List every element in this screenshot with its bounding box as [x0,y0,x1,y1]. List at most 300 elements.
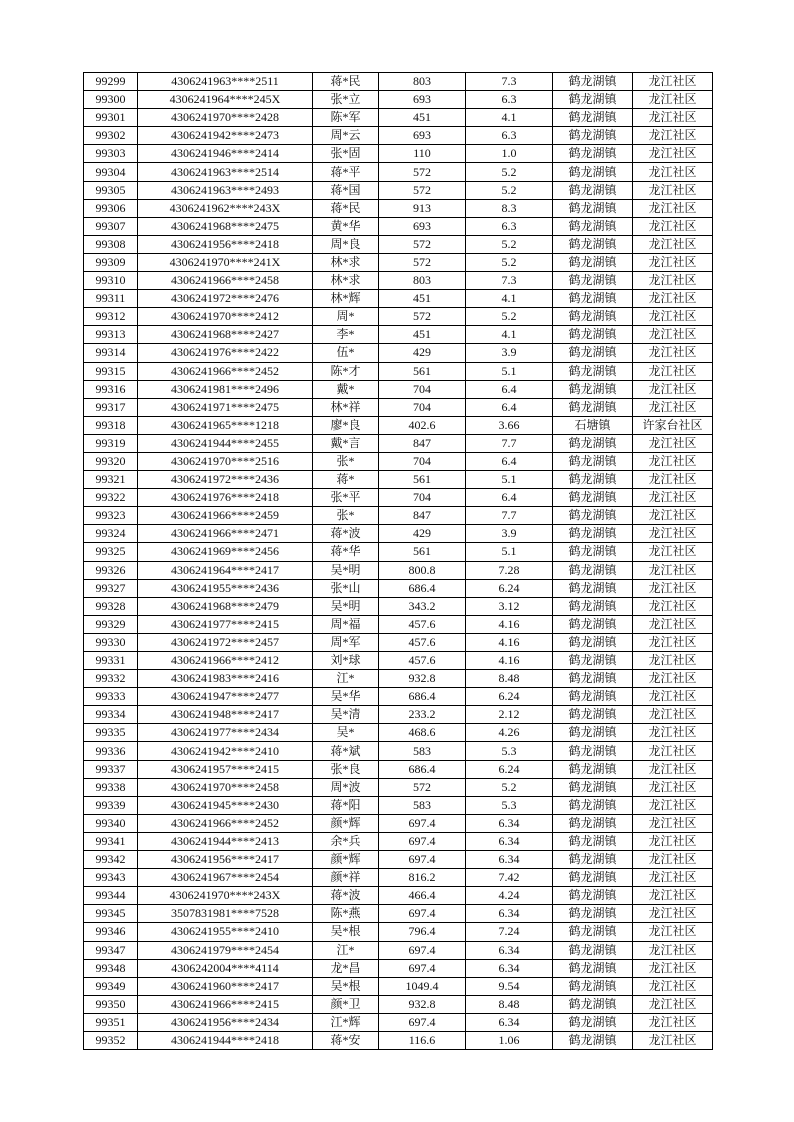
community-cell: 龙江社区 [633,344,713,362]
community-cell: 龙江社区 [633,290,713,308]
amount-cell: 572 [379,163,466,181]
id-number-cell: 4306241966****2452 [138,814,313,832]
serial-number-cell: 99307 [84,217,138,235]
serial-number-cell: 99335 [84,724,138,742]
data-table [83,72,713,1050]
community-cell: 龙江社区 [633,633,713,651]
amount-cell: 697.4 [379,832,466,850]
amount-cell: 697.4 [379,959,466,977]
town-cell: 鹤龙湖镇 [553,1031,633,1049]
table-row [84,73,713,91]
id-number-cell: 4306241967****2454 [138,869,313,887]
serial-number-cell: 99332 [84,670,138,688]
id-number-cell: 4306241942****2473 [138,127,313,145]
area-cell: 6.24 [466,760,553,778]
town-cell: 鹤龙湖镇 [553,434,633,452]
table-row [84,724,713,742]
table-row [84,452,713,470]
town-cell: 鹤龙湖镇 [553,326,633,344]
area-cell: 5.2 [466,308,553,326]
town-cell: 鹤龙湖镇 [553,272,633,290]
amount-cell: 572 [379,235,466,253]
serial-number-cell: 99349 [84,977,138,995]
table-row [84,615,713,633]
town-cell: 鹤龙湖镇 [553,1013,633,1031]
town-cell: 鹤龙湖镇 [553,796,633,814]
town-cell: 鹤龙湖镇 [553,145,633,163]
community-cell: 龙江社区 [633,326,713,344]
id-number-cell: 4306241955****2410 [138,923,313,941]
serial-number-cell: 99320 [84,452,138,470]
name-cell: 林*辉 [313,290,379,308]
id-number-cell: 4306241977****2415 [138,615,313,633]
name-cell: 周*福 [313,615,379,633]
community-cell: 龙江社区 [633,561,713,579]
table-row [84,398,713,416]
area-cell: 7.3 [466,272,553,290]
id-number-cell: 4306241966****2459 [138,507,313,525]
area-cell: 7.28 [466,561,553,579]
name-cell: 张* [313,452,379,470]
community-cell: 龙江社区 [633,579,713,597]
table-row [84,923,713,941]
area-cell: 5.2 [466,253,553,271]
serial-number-cell: 99301 [84,109,138,127]
amount-cell: 466.4 [379,887,466,905]
id-number-cell: 4306241970****243X [138,887,313,905]
community-cell: 龙江社区 [633,778,713,796]
serial-number-cell: 99316 [84,380,138,398]
table-row [84,887,713,905]
amount-cell: 110 [379,145,466,163]
community-cell: 龙江社区 [633,127,713,145]
table-row [84,688,713,706]
amount-cell: 816.2 [379,869,466,887]
amount-cell: 457.6 [379,633,466,651]
table-row [84,253,713,271]
id-number-cell: 4306241947****2477 [138,688,313,706]
id-number-cell: 4306241970****2516 [138,452,313,470]
amount-cell: 697.4 [379,941,466,959]
table-row [84,579,713,597]
serial-number-cell: 99346 [84,923,138,941]
area-cell: 3.12 [466,597,553,615]
area-cell: 8.3 [466,199,553,217]
area-cell: 6.24 [466,579,553,597]
id-number-cell: 4306241963****2493 [138,181,313,199]
name-cell: 周*良 [313,235,379,253]
area-cell: 7.42 [466,869,553,887]
table-row [84,326,713,344]
name-cell: 蒋*阳 [313,796,379,814]
amount-cell: 800.8 [379,561,466,579]
serial-number-cell: 99337 [84,760,138,778]
town-cell: 鹤龙湖镇 [553,543,633,561]
community-cell: 龙江社区 [633,941,713,959]
town-cell: 石塘镇 [553,416,633,434]
area-cell: 8.48 [466,995,553,1013]
community-cell: 龙江社区 [633,109,713,127]
table-row [84,235,713,253]
town-cell: 鹤龙湖镇 [553,887,633,905]
name-cell: 蒋*斌 [313,742,379,760]
table-row [84,181,713,199]
area-cell: 5.2 [466,163,553,181]
id-number-cell: 4306241976****2418 [138,489,313,507]
name-cell: 戴*言 [313,434,379,452]
name-cell: 黄*华 [313,217,379,235]
amount-cell: 847 [379,434,466,452]
table-row [84,959,713,977]
name-cell: 颜*辉 [313,851,379,869]
town-cell: 鹤龙湖镇 [553,724,633,742]
serial-number-cell: 99333 [84,688,138,706]
name-cell: 陈*才 [313,362,379,380]
community-cell: 龙江社区 [633,652,713,670]
area-cell: 7.3 [466,73,553,91]
id-number-cell: 4306241972****2457 [138,633,313,651]
amount-cell: 572 [379,308,466,326]
community-cell: 龙江社区 [633,163,713,181]
id-number-cell: 4306241969****2456 [138,543,313,561]
table-row [84,633,713,651]
town-cell: 鹤龙湖镇 [553,851,633,869]
community-cell: 龙江社区 [633,1013,713,1031]
area-cell: 7.7 [466,434,553,452]
town-cell: 鹤龙湖镇 [553,923,633,941]
name-cell: 吴*清 [313,706,379,724]
area-cell: 4.1 [466,109,553,127]
table-row [84,344,713,362]
table-row [84,489,713,507]
area-cell: 5.1 [466,543,553,561]
area-cell: 5.3 [466,796,553,814]
area-cell: 6.34 [466,941,553,959]
town-cell: 鹤龙湖镇 [553,308,633,326]
id-number-cell: 4306241944****2413 [138,832,313,850]
name-cell: 龙*昌 [313,959,379,977]
community-cell: 龙江社区 [633,688,713,706]
serial-number-cell: 99315 [84,362,138,380]
town-cell: 鹤龙湖镇 [553,905,633,923]
name-cell: 江*辉 [313,1013,379,1031]
name-cell: 江* [313,670,379,688]
id-number-cell: 4306241970****2458 [138,778,313,796]
table-row [84,796,713,814]
amount-cell: 451 [379,290,466,308]
serial-number-cell: 99302 [84,127,138,145]
serial-number-cell: 99351 [84,1013,138,1031]
town-cell: 鹤龙湖镇 [553,742,633,760]
table-row [84,362,713,380]
serial-number-cell: 99308 [84,235,138,253]
serial-number-cell: 99305 [84,181,138,199]
community-cell: 龙江社区 [633,832,713,850]
table-row [84,1031,713,1049]
id-number-cell: 4306241968****2427 [138,326,313,344]
town-cell: 鹤龙湖镇 [553,489,633,507]
amount-cell: 561 [379,362,466,380]
name-cell: 蒋*民 [313,199,379,217]
serial-number-cell: 99331 [84,652,138,670]
area-cell: 6.4 [466,489,553,507]
table-row [84,109,713,127]
table-row [84,869,713,887]
area-cell: 9.54 [466,977,553,995]
table-row [84,905,713,923]
area-cell: 5.2 [466,235,553,253]
community-cell: 龙江社区 [633,959,713,977]
name-cell: 蒋*华 [313,543,379,561]
id-number-cell: 4306241970****241X [138,253,313,271]
id-number-cell: 3507831981****7528 [138,905,313,923]
id-number-cell: 4306241956****2434 [138,1013,313,1031]
id-number-cell: 4306241963****2511 [138,73,313,91]
community-cell: 龙江社区 [633,181,713,199]
serial-number-cell: 99321 [84,471,138,489]
table-row [84,525,713,543]
area-cell: 6.3 [466,127,553,145]
name-cell: 刘*球 [313,652,379,670]
amount-cell: 693 [379,127,466,145]
community-cell: 龙江社区 [633,760,713,778]
area-cell: 6.4 [466,452,553,470]
community-cell: 龙江社区 [633,145,713,163]
amount-cell: 686.4 [379,760,466,778]
serial-number-cell: 99330 [84,633,138,651]
town-cell: 鹤龙湖镇 [553,814,633,832]
name-cell: 张*立 [313,91,379,109]
name-cell: 张*良 [313,760,379,778]
id-number-cell: 4306241956****2417 [138,851,313,869]
town-cell: 鹤龙湖镇 [553,869,633,887]
area-cell: 4.24 [466,887,553,905]
table-row [84,507,713,525]
town-cell: 鹤龙湖镇 [553,941,633,959]
community-cell: 龙江社区 [633,851,713,869]
serial-number-cell: 99300 [84,91,138,109]
area-cell: 1.06 [466,1031,553,1049]
community-cell: 龙江社区 [633,217,713,235]
community-cell: 龙江社区 [633,452,713,470]
name-cell: 廖*良 [313,416,379,434]
serial-number-cell: 99328 [84,597,138,615]
id-number-cell: 4306241971****2475 [138,398,313,416]
area-cell: 6.34 [466,959,553,977]
town-cell: 鹤龙湖镇 [553,977,633,995]
name-cell: 蒋* [313,471,379,489]
community-cell: 龙江社区 [633,253,713,271]
area-cell: 3.66 [466,416,553,434]
amount-cell: 704 [379,380,466,398]
amount-cell: 451 [379,109,466,127]
id-number-cell: 4306241968****2479 [138,597,313,615]
amount-cell: 697.4 [379,1013,466,1031]
serial-number-cell: 99322 [84,489,138,507]
town-cell: 鹤龙湖镇 [553,778,633,796]
name-cell: 李* [313,326,379,344]
name-cell: 周*云 [313,127,379,145]
serial-number-cell: 99339 [84,796,138,814]
id-number-cell: 4306241962****243X [138,199,313,217]
table-row [84,778,713,796]
serial-number-cell: 99311 [84,290,138,308]
amount-cell: 572 [379,253,466,271]
community-cell: 龙江社区 [633,995,713,1013]
name-cell: 蒋*平 [313,163,379,181]
id-number-cell: 4306241963****2514 [138,163,313,181]
amount-cell: 457.6 [379,652,466,670]
name-cell: 张*平 [313,489,379,507]
serial-number-cell: 99342 [84,851,138,869]
area-cell: 5.1 [466,362,553,380]
name-cell: 吴*根 [313,977,379,995]
town-cell: 鹤龙湖镇 [553,652,633,670]
amount-cell: 402.6 [379,416,466,434]
town-cell: 鹤龙湖镇 [553,91,633,109]
table-row [84,977,713,995]
town-cell: 鹤龙湖镇 [553,706,633,724]
amount-cell: 116.6 [379,1031,466,1049]
community-cell: 龙江社区 [633,923,713,941]
community-cell: 龙江社区 [633,380,713,398]
name-cell: 周*波 [313,778,379,796]
table-row [84,145,713,163]
serial-number-cell: 99340 [84,814,138,832]
name-cell: 张*固 [313,145,379,163]
town-cell: 鹤龙湖镇 [553,760,633,778]
name-cell: 颜*卫 [313,995,379,1013]
id-number-cell: 4306241983****2416 [138,670,313,688]
amount-cell: 932.8 [379,995,466,1013]
serial-number-cell: 99303 [84,145,138,163]
name-cell: 江* [313,941,379,959]
area-cell: 4.1 [466,326,553,344]
table-row [84,543,713,561]
table-row [84,670,713,688]
name-cell: 林*祥 [313,398,379,416]
town-cell: 鹤龙湖镇 [553,398,633,416]
table-row [84,1013,713,1031]
id-number-cell: 4306241970****2412 [138,308,313,326]
community-cell: 龙江社区 [633,362,713,380]
area-cell: 1.0 [466,145,553,163]
town-cell: 鹤龙湖镇 [553,344,633,362]
table-row [84,471,713,489]
community-cell: 龙江社区 [633,742,713,760]
amount-cell: 233.2 [379,706,466,724]
name-cell: 蒋*民 [313,73,379,91]
id-number-cell: 4306241955****2436 [138,579,313,597]
area-cell: 3.9 [466,525,553,543]
serial-number-cell: 99304 [84,163,138,181]
table-row [84,760,713,778]
name-cell: 吴*明 [313,597,379,615]
area-cell: 6.3 [466,217,553,235]
town-cell: 鹤龙湖镇 [553,507,633,525]
name-cell: 吴* [313,724,379,742]
serial-number-cell: 99312 [84,308,138,326]
amount-cell: 561 [379,543,466,561]
name-cell: 蒋*波 [313,887,379,905]
id-number-cell: 4306241946****2414 [138,145,313,163]
town-cell: 鹤龙湖镇 [553,597,633,615]
table-row [84,597,713,615]
town-cell: 鹤龙湖镇 [553,235,633,253]
table-body [84,73,713,1050]
serial-number-cell: 99350 [84,995,138,1013]
area-cell: 5.2 [466,181,553,199]
table-row [84,416,713,434]
id-number-cell: 4306241942****2410 [138,742,313,760]
name-cell: 伍* [313,344,379,362]
amount-cell: 457.6 [379,615,466,633]
town-cell: 鹤龙湖镇 [553,525,633,543]
amount-cell: 451 [379,326,466,344]
community-cell: 龙江社区 [633,597,713,615]
area-cell: 3.9 [466,344,553,362]
amount-cell: 697.4 [379,851,466,869]
id-number-cell: 4306241965****1218 [138,416,313,434]
area-cell: 6.34 [466,814,553,832]
serial-number-cell: 99352 [84,1031,138,1049]
amount-cell: 686.4 [379,579,466,597]
town-cell: 鹤龙湖镇 [553,362,633,380]
serial-number-cell: 99310 [84,272,138,290]
name-cell: 张* [313,507,379,525]
name-cell: 蒋*安 [313,1031,379,1049]
table-row [84,380,713,398]
community-cell: 龙江社区 [633,199,713,217]
amount-cell: 1049.4 [379,977,466,995]
town-cell: 鹤龙湖镇 [553,73,633,91]
area-cell: 6.34 [466,851,553,869]
town-cell: 鹤龙湖镇 [553,688,633,706]
id-number-cell: 4306241944****2418 [138,1031,313,1049]
serial-number-cell: 99325 [84,543,138,561]
table-row [84,434,713,452]
table-row [84,832,713,850]
table-row [84,290,713,308]
community-cell: 龙江社区 [633,489,713,507]
town-cell: 鹤龙湖镇 [553,832,633,850]
area-cell: 6.3 [466,91,553,109]
amount-cell: 572 [379,778,466,796]
serial-number-cell: 99343 [84,869,138,887]
serial-number-cell: 99324 [84,525,138,543]
community-cell: 龙江社区 [633,615,713,633]
community-cell: 龙江社区 [633,814,713,832]
area-cell: 7.24 [466,923,553,941]
town-cell: 鹤龙湖镇 [553,380,633,398]
area-cell: 6.4 [466,398,553,416]
id-number-cell: 4306241966****2415 [138,995,313,1013]
community-cell: 龙江社区 [633,235,713,253]
area-cell: 6.24 [466,688,553,706]
id-number-cell: 4306241966****2412 [138,652,313,670]
name-cell: 林*求 [313,272,379,290]
town-cell: 鹤龙湖镇 [553,253,633,271]
community-cell: 龙江社区 [633,706,713,724]
serial-number-cell: 99299 [84,73,138,91]
area-cell: 4.16 [466,615,553,633]
name-cell: 吴*根 [313,923,379,941]
table-row [84,308,713,326]
town-cell: 鹤龙湖镇 [553,199,633,217]
id-number-cell: 4306241970****2428 [138,109,313,127]
table-row [84,217,713,235]
serial-number-cell: 99326 [84,561,138,579]
